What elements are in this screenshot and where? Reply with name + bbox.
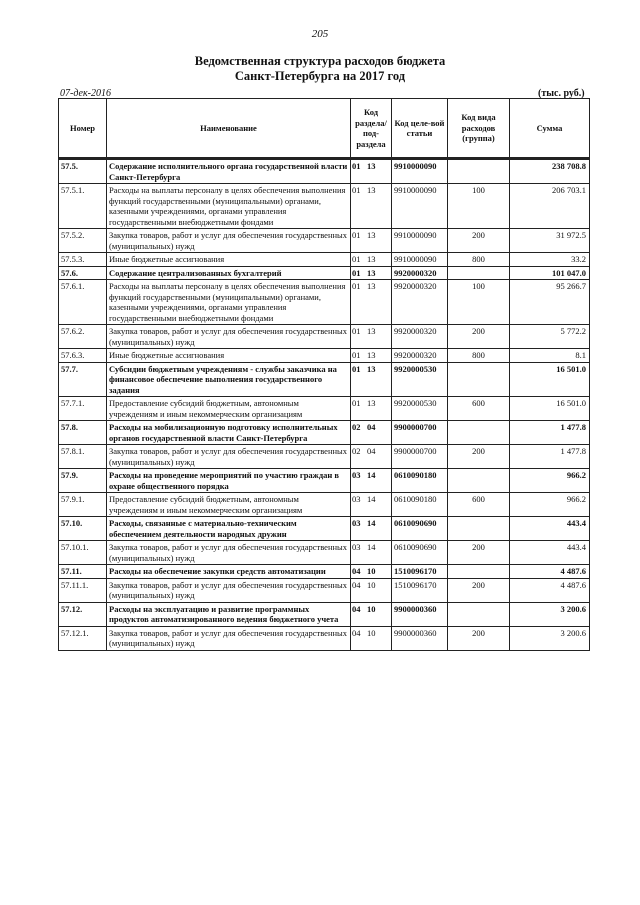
row-section-code	[351, 184, 392, 229]
row-expense-type	[448, 565, 510, 579]
row-target-code: 1510096170	[392, 578, 448, 602]
row-number: 57.9.1.	[59, 493, 107, 517]
row-sum: 31 972.5	[510, 229, 590, 253]
table-row	[59, 493, 590, 517]
row-number: 57.11.	[59, 565, 107, 579]
row-name: Расходы на мобилизационную подготовку исполнительных органов государственной власти Санкт-Петербурга	[107, 421, 351, 445]
row-number: 57.5.3.	[59, 253, 107, 267]
row-sum: 33.2	[510, 253, 590, 267]
row-name: Иные бюджетные ассигнования	[107, 253, 351, 267]
row-sum: 966.2	[510, 469, 590, 493]
section-code: 01	[352, 350, 361, 360]
row-sum: 206 703.1	[510, 184, 590, 229]
row-name: Расходы на выплаты персоналу в целях обеспечения выполнения функций государственными (муниципальными) органами, казенными учреждениями, органами управления государственными внебюджетными фондами	[107, 184, 351, 229]
row-number: 57.12.	[59, 602, 107, 626]
row-number: 57.12.1.	[59, 626, 107, 650]
row-section-code	[351, 159, 392, 184]
table-row	[59, 184, 590, 229]
row-target-code: 9920000320	[392, 280, 448, 325]
table-row	[59, 253, 590, 267]
row-sum: 1 477.8	[510, 421, 590, 445]
section-code: 03	[352, 494, 361, 504]
row-section-code	[351, 493, 392, 517]
row-sum: 5 772.2	[510, 325, 590, 349]
row-section-code	[351, 421, 392, 445]
row-name: Предоставление субсидий бюджетным, автономным учреждениям и иным некоммерческим организациям	[107, 397, 351, 421]
row-sum: 443.4	[510, 517, 590, 541]
row-expense-type	[448, 266, 510, 280]
section-code: 04	[352, 566, 361, 576]
row-number: 57.5.2.	[59, 229, 107, 253]
table-row	[59, 229, 590, 253]
row-target-code: 0610090180	[392, 493, 448, 517]
subsection-code: 13	[367, 230, 376, 240]
row-name: Расходы на выплаты персоналу в целях обеспечения выполнения функций государственными (муниципальными) органами, казенными учреждениями, органами управления государственными внебюджетными фондами	[107, 280, 351, 325]
row-section-code	[351, 349, 392, 363]
row-target-code: 9900000360	[392, 602, 448, 626]
row-name: Закупка товаров, работ и услуг для обеспечения государственных (муниципальных) нужд	[107, 229, 351, 253]
row-expense-type	[448, 602, 510, 626]
subsection-code: 14	[367, 470, 376, 480]
subsection-code: 13	[367, 254, 376, 264]
section-code: 01	[352, 363, 361, 374]
row-sum: 4 487.6	[510, 578, 590, 602]
row-expense-type: 800	[448, 349, 510, 363]
row-target-code: 9900000700	[392, 445, 448, 469]
row-section-code	[351, 578, 392, 602]
header-sum: Сумма	[510, 99, 590, 158]
row-name: Расходы на эксплуатацию и развитие программных продуктов автоматизированного ведения бюджетного учета	[107, 602, 351, 626]
section-code: 01	[352, 267, 361, 278]
row-number: 57.10.	[59, 517, 107, 541]
row-expense-type: 200	[448, 626, 510, 650]
row-number: 57.6.1.	[59, 280, 107, 325]
table-row	[59, 565, 590, 579]
row-target-code: 9910000090	[392, 229, 448, 253]
table-row	[59, 280, 590, 325]
row-target-code: 1510096170	[392, 565, 448, 579]
header-expense-type: Код вида расходов (группа)	[448, 99, 510, 158]
row-target-code: 9900000360	[392, 626, 448, 650]
section-code: 01	[352, 281, 361, 291]
row-expense-type	[448, 421, 510, 445]
header-target: Код целе-вой статьи	[392, 99, 448, 158]
row-number: 57.5.	[59, 159, 107, 184]
subsection-code: 13	[367, 350, 376, 360]
row-number: 57.7.1.	[59, 397, 107, 421]
row-expense-type: 600	[448, 397, 510, 421]
row-expense-type	[448, 469, 510, 493]
row-target-code: 9910000090	[392, 253, 448, 267]
section-code: 04	[352, 579, 361, 590]
row-sum: 238 708.8	[510, 159, 590, 184]
subsection-code: 10	[367, 579, 376, 590]
row-sum: 8.1	[510, 349, 590, 363]
budget-table	[58, 98, 590, 651]
row-target-code: 9910000090	[392, 184, 448, 229]
row-name: Расходы на проведение мероприятий по участию граждан в охране общественного порядка	[107, 469, 351, 493]
row-section-code	[351, 266, 392, 280]
row-section-code	[351, 397, 392, 421]
row-sum: 4 487.6	[510, 565, 590, 579]
table-row	[59, 362, 590, 397]
subsection-code: 04	[367, 446, 376, 456]
row-expense-type	[448, 362, 510, 397]
row-name: Расходы, связанные с материально-техническим обеспечением деятельности народных дружин	[107, 517, 351, 541]
row-expense-type: 200	[448, 578, 510, 602]
subsection-code: 14	[367, 494, 376, 504]
table-row	[59, 578, 590, 602]
table-row	[59, 602, 590, 626]
row-number: 57.6.	[59, 266, 107, 280]
table-row	[59, 445, 590, 469]
row-sum: 16 501.0	[510, 397, 590, 421]
subsection-code: 13	[367, 363, 376, 374]
row-section-code	[351, 517, 392, 541]
row-expense-type: 100	[448, 184, 510, 229]
row-number: 57.6.3.	[59, 349, 107, 363]
header-section: Код раздела/ под-раздела	[351, 99, 392, 158]
row-section-code	[351, 445, 392, 469]
row-section-code	[351, 469, 392, 493]
row-name: Закупка товаров, работ и услуг для обеспечения государственных (муниципальных) нужд	[107, 578, 351, 602]
row-name: Содержание исполнительного органа государственной власти Санкт-Петербурга	[107, 159, 351, 184]
section-code: 03	[352, 542, 361, 552]
row-name: Закупка товаров, работ и услуг для обеспечения государственных (муниципальных) нужд	[107, 445, 351, 469]
subsection-code: 14	[367, 518, 376, 528]
row-name: Содержание централизованных бухгалтерий	[107, 266, 351, 280]
row-name: Расходы на обеспечение закупки средств автоматизации	[107, 565, 351, 579]
table-row	[59, 541, 590, 565]
row-section-code	[351, 541, 392, 565]
row-expense-type: 200	[448, 325, 510, 349]
row-number: 57.7.	[59, 362, 107, 397]
row-expense-type: 200	[448, 541, 510, 565]
subsection-code: 10	[367, 627, 376, 638]
header-name: Наименование	[107, 99, 351, 158]
row-section-code	[351, 362, 392, 397]
row-expense-type: 100	[448, 280, 510, 325]
subsection-code: 14	[367, 542, 376, 552]
row-target-code: 9920000530	[392, 362, 448, 397]
row-expense-type: 600	[448, 493, 510, 517]
row-name: Иные бюджетные ассигнования	[107, 349, 351, 363]
row-number: 57.8.	[59, 421, 107, 445]
section-code: 04	[352, 603, 361, 614]
section-code: 01	[352, 254, 361, 264]
row-expense-type	[448, 517, 510, 541]
row-expense-type: 200	[448, 229, 510, 253]
row-sum: 443.4	[510, 541, 590, 565]
row-expense-type	[448, 159, 510, 184]
row-section-code	[351, 565, 392, 579]
row-section-code	[351, 229, 392, 253]
row-name: Закупка товаров, работ и услуг для обеспечения государственных (муниципальных) нужд	[107, 325, 351, 349]
subsection-code: 13	[367, 326, 376, 336]
row-section-code	[351, 626, 392, 650]
subsection-code: 13	[367, 185, 376, 195]
row-sum: 3 200.6	[510, 602, 590, 626]
section-code: 01	[352, 398, 361, 408]
subsection-code: 13	[367, 281, 376, 291]
row-number: 57.5.1.	[59, 184, 107, 229]
table-row	[59, 349, 590, 363]
title-line-2: Санкт-Петербурга на 2017 год	[234, 69, 406, 83]
row-target-code: 9910000090	[392, 159, 448, 184]
table-row	[59, 517, 590, 541]
section-code: 02	[352, 422, 361, 432]
table-row	[59, 421, 590, 445]
subsection-code: 13	[367, 161, 376, 171]
section-code: 03	[352, 470, 361, 480]
row-sum: 1 477.8	[510, 445, 590, 469]
table-row	[59, 266, 590, 280]
row-section-code	[351, 325, 392, 349]
table-row	[59, 325, 590, 349]
row-target-code: 9920000530	[392, 397, 448, 421]
row-sum: 95 266.7	[510, 280, 590, 325]
row-target-code: 9900000700	[392, 421, 448, 445]
section-code: 02	[352, 446, 361, 456]
subsection-code: 10	[367, 603, 376, 614]
subsection-code: 13	[367, 267, 376, 278]
row-target-code: 0610090180	[392, 469, 448, 493]
row-number: 57.9.	[59, 469, 107, 493]
units-label: (тыс. руб.)	[538, 88, 585, 99]
subsection-code: 10	[367, 566, 376, 576]
section-code: 01	[352, 326, 361, 336]
row-target-code: 9920000320	[392, 266, 448, 280]
row-sum: 101 047.0	[510, 266, 590, 280]
title-line-1: Ведомственная структура расходов бюджета	[194, 54, 446, 68]
section-code: 03	[352, 518, 361, 528]
table-row	[59, 469, 590, 493]
header-row	[59, 99, 590, 158]
table-row	[59, 159, 590, 184]
document-date: 07-дек-2016	[60, 88, 111, 99]
row-section-code	[351, 602, 392, 626]
row-name: Закупка товаров, работ и услуг для обеспечения государственных (муниципальных) нужд	[107, 541, 351, 565]
subsection-code: 04	[367, 422, 376, 432]
row-number: 57.6.2.	[59, 325, 107, 349]
table-row	[59, 626, 590, 650]
row-target-code: 0610090690	[392, 541, 448, 565]
row-sum: 16 501.0	[510, 362, 590, 397]
row-expense-type: 200	[448, 445, 510, 469]
row-number: 57.8.1.	[59, 445, 107, 469]
row-target-code: 9920000320	[392, 349, 448, 363]
row-name: Закупка товаров, работ и услуг для обеспечения государственных (муниципальных) нужд	[107, 626, 351, 650]
row-section-code	[351, 253, 392, 267]
row-section-code	[351, 280, 392, 325]
subsection-code: 13	[367, 398, 376, 408]
row-target-code: 0610090690	[392, 517, 448, 541]
page-number: 205	[311, 28, 329, 40]
row-expense-type: 800	[448, 253, 510, 267]
section-code: 01	[352, 230, 361, 240]
document-title	[0, 54, 640, 84]
row-number: 57.10.1.	[59, 541, 107, 565]
row-name: Субсидии бюджетным учреждениям - службы заказчика на финансовое обеспечение выполнения государственного задания	[107, 362, 351, 397]
section-code: 01	[352, 161, 361, 171]
row-target-code: 9920000320	[392, 325, 448, 349]
section-code: 01	[352, 185, 361, 195]
section-code: 04	[352, 627, 361, 638]
header-number: Номер	[59, 99, 107, 158]
row-number: 57.11.1.	[59, 578, 107, 602]
row-name: Предоставление субсидий бюджетным, автономным учреждениям и иным некоммерческим организациям	[107, 493, 351, 517]
table-row	[59, 397, 590, 421]
row-sum: 3 200.6	[510, 626, 590, 650]
row-sum: 966.2	[510, 493, 590, 517]
